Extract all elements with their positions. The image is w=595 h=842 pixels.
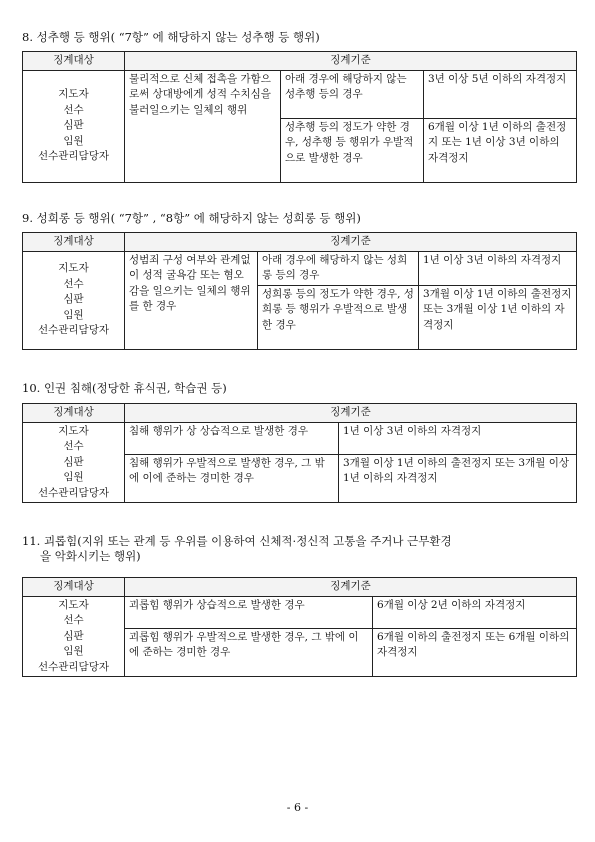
section-8-title: 8. 성추행 등 행위( “7항” 에 해당하지 않는 성추행 등 행위) (22, 30, 320, 44)
behavior-cell: 성범죄 구성 여부와 관계없이 성적 굴욕감 또는 혐오감을 일으키는 일체의 행위를 한 경우 (125, 251, 258, 349)
penalty-cell: 6개월 이하의 출전정지 또는 6개월 이하의 자격정지 (373, 628, 577, 676)
target-coach: 지도자 (58, 598, 89, 611)
target-officer: 임원 (63, 471, 84, 483)
target-officer: 임원 (63, 645, 84, 657)
target-coach: 지도자 (58, 424, 89, 437)
section-8-table (22, 51, 577, 183)
header-target: 징계대상 (23, 233, 125, 252)
section-10-title: 10. 인권 침해(정당한 휴식권, 학습권 등) (22, 381, 227, 395)
target-referee: 심판 (63, 455, 84, 468)
condition-cell: 성추행 등의 정도가 약한 경우, 성추행 등 행위가 우발적으로 발생한 경우 (281, 118, 424, 182)
condition-cell: 괴롭힘 행위가 상습적으로 발생한 경우 (125, 596, 373, 628)
target-referee: 심판 (63, 293, 84, 306)
section-9-title: 9. 성희롱 등 행위( “7항” , “8항” 에 해당하지 않는 성희롱 등 행위) (22, 211, 361, 225)
target-referee: 심판 (63, 119, 84, 132)
header-standard: 징계기준 (125, 404, 577, 423)
penalty-cell: 3개월 이상 1년 이하의 출전정지 또는 3개월 이상 1년 이하의 자격정지 (339, 454, 577, 502)
penalty-cell: 3년 이상 5년 이하의 자격정지 (424, 70, 577, 118)
target-list (23, 251, 125, 349)
target-officer: 임원 (63, 134, 84, 147)
behavior-cell: 물리적으로 신체 접촉을 가함으로써 상대방에게 성적 수치심을 불러일으키는 일체의 행위 (125, 70, 281, 182)
target-list (23, 596, 125, 677)
header-standard: 징계기준 (125, 233, 577, 252)
section-11-title (22, 534, 577, 564)
section-10-table (22, 403, 577, 503)
penalty-cell: 3개월 이상 1년 이하의 출전정지 또는 3개월 이상 1년 이하의 자격정지 (419, 285, 577, 349)
target-coach: 지도자 (58, 88, 89, 101)
target-athlete: 선수 (63, 440, 84, 452)
header-standard: 징계기준 (125, 578, 577, 597)
penalty-cell: 1년 이상 3년 이하의 자격정지 (419, 251, 577, 285)
condition-cell: 침해 행위가 상 상습적으로 발생한 경우 (125, 422, 339, 454)
condition-cell: 성희롱 등의 정도가 약한 경우, 성희롱 등 행위가 우발적으로 발생한 경우 (258, 285, 419, 349)
header-target: 징계대상 (23, 578, 125, 597)
target-manager: 선수관리담당자 (37, 324, 109, 337)
section-9-table (22, 232, 577, 350)
condition-cell: 침해 행위가 우발적으로 발생한 경우, 그 밖에 이에 준하는 경미한 경우 (125, 454, 339, 502)
section-11-table (22, 577, 577, 677)
target-manager: 선수관리담당자 (37, 486, 109, 499)
target-referee: 심판 (63, 629, 84, 642)
target-list (23, 422, 125, 503)
penalty-cell: 6개월 이상 1년 이하의 출전정지 또는 1년 이상 3년 이하의 자격정지 (424, 118, 577, 182)
section-11-title-line1: 11. 괴롭힘(지위 또는 관계 등 우위를 이용하여 신체적·정신적 고통을 주거나 근무환경 (22, 534, 452, 548)
condition-cell: 아래 경우에 해당하지 않는 성희롱 등의 경우 (258, 251, 419, 285)
target-coach: 지도자 (58, 262, 89, 275)
header-target: 징계대상 (23, 52, 125, 71)
page-number: - 6 - (286, 801, 309, 814)
target-manager: 선수관리담당자 (37, 150, 109, 163)
penalty-cell: 1년 이상 3년 이하의 자격정지 (339, 422, 577, 454)
target-athlete: 선수 (63, 277, 84, 290)
target-athlete: 선수 (63, 103, 84, 116)
section-11-title-line2: 을 악화시키는 행위) (40, 549, 141, 563)
header-standard: 징계기준 (125, 52, 577, 71)
target-list (23, 70, 125, 182)
condition-cell: 괴롭힘 행위가 우발적으로 발생한 경우, 그 밖에 이에 준하는 경미한 경우 (125, 628, 373, 676)
target-athlete: 선수 (63, 614, 84, 626)
penalty-cell: 6개월 이상 2년 이하의 자격정지 (373, 596, 577, 628)
target-manager: 선수관리담당자 (37, 660, 109, 673)
header-target: 징계대상 (23, 404, 125, 423)
condition-cell: 아래 경우에 해당하지 않는 성추행 등의 경우 (281, 70, 424, 118)
target-officer: 임원 (63, 308, 84, 321)
